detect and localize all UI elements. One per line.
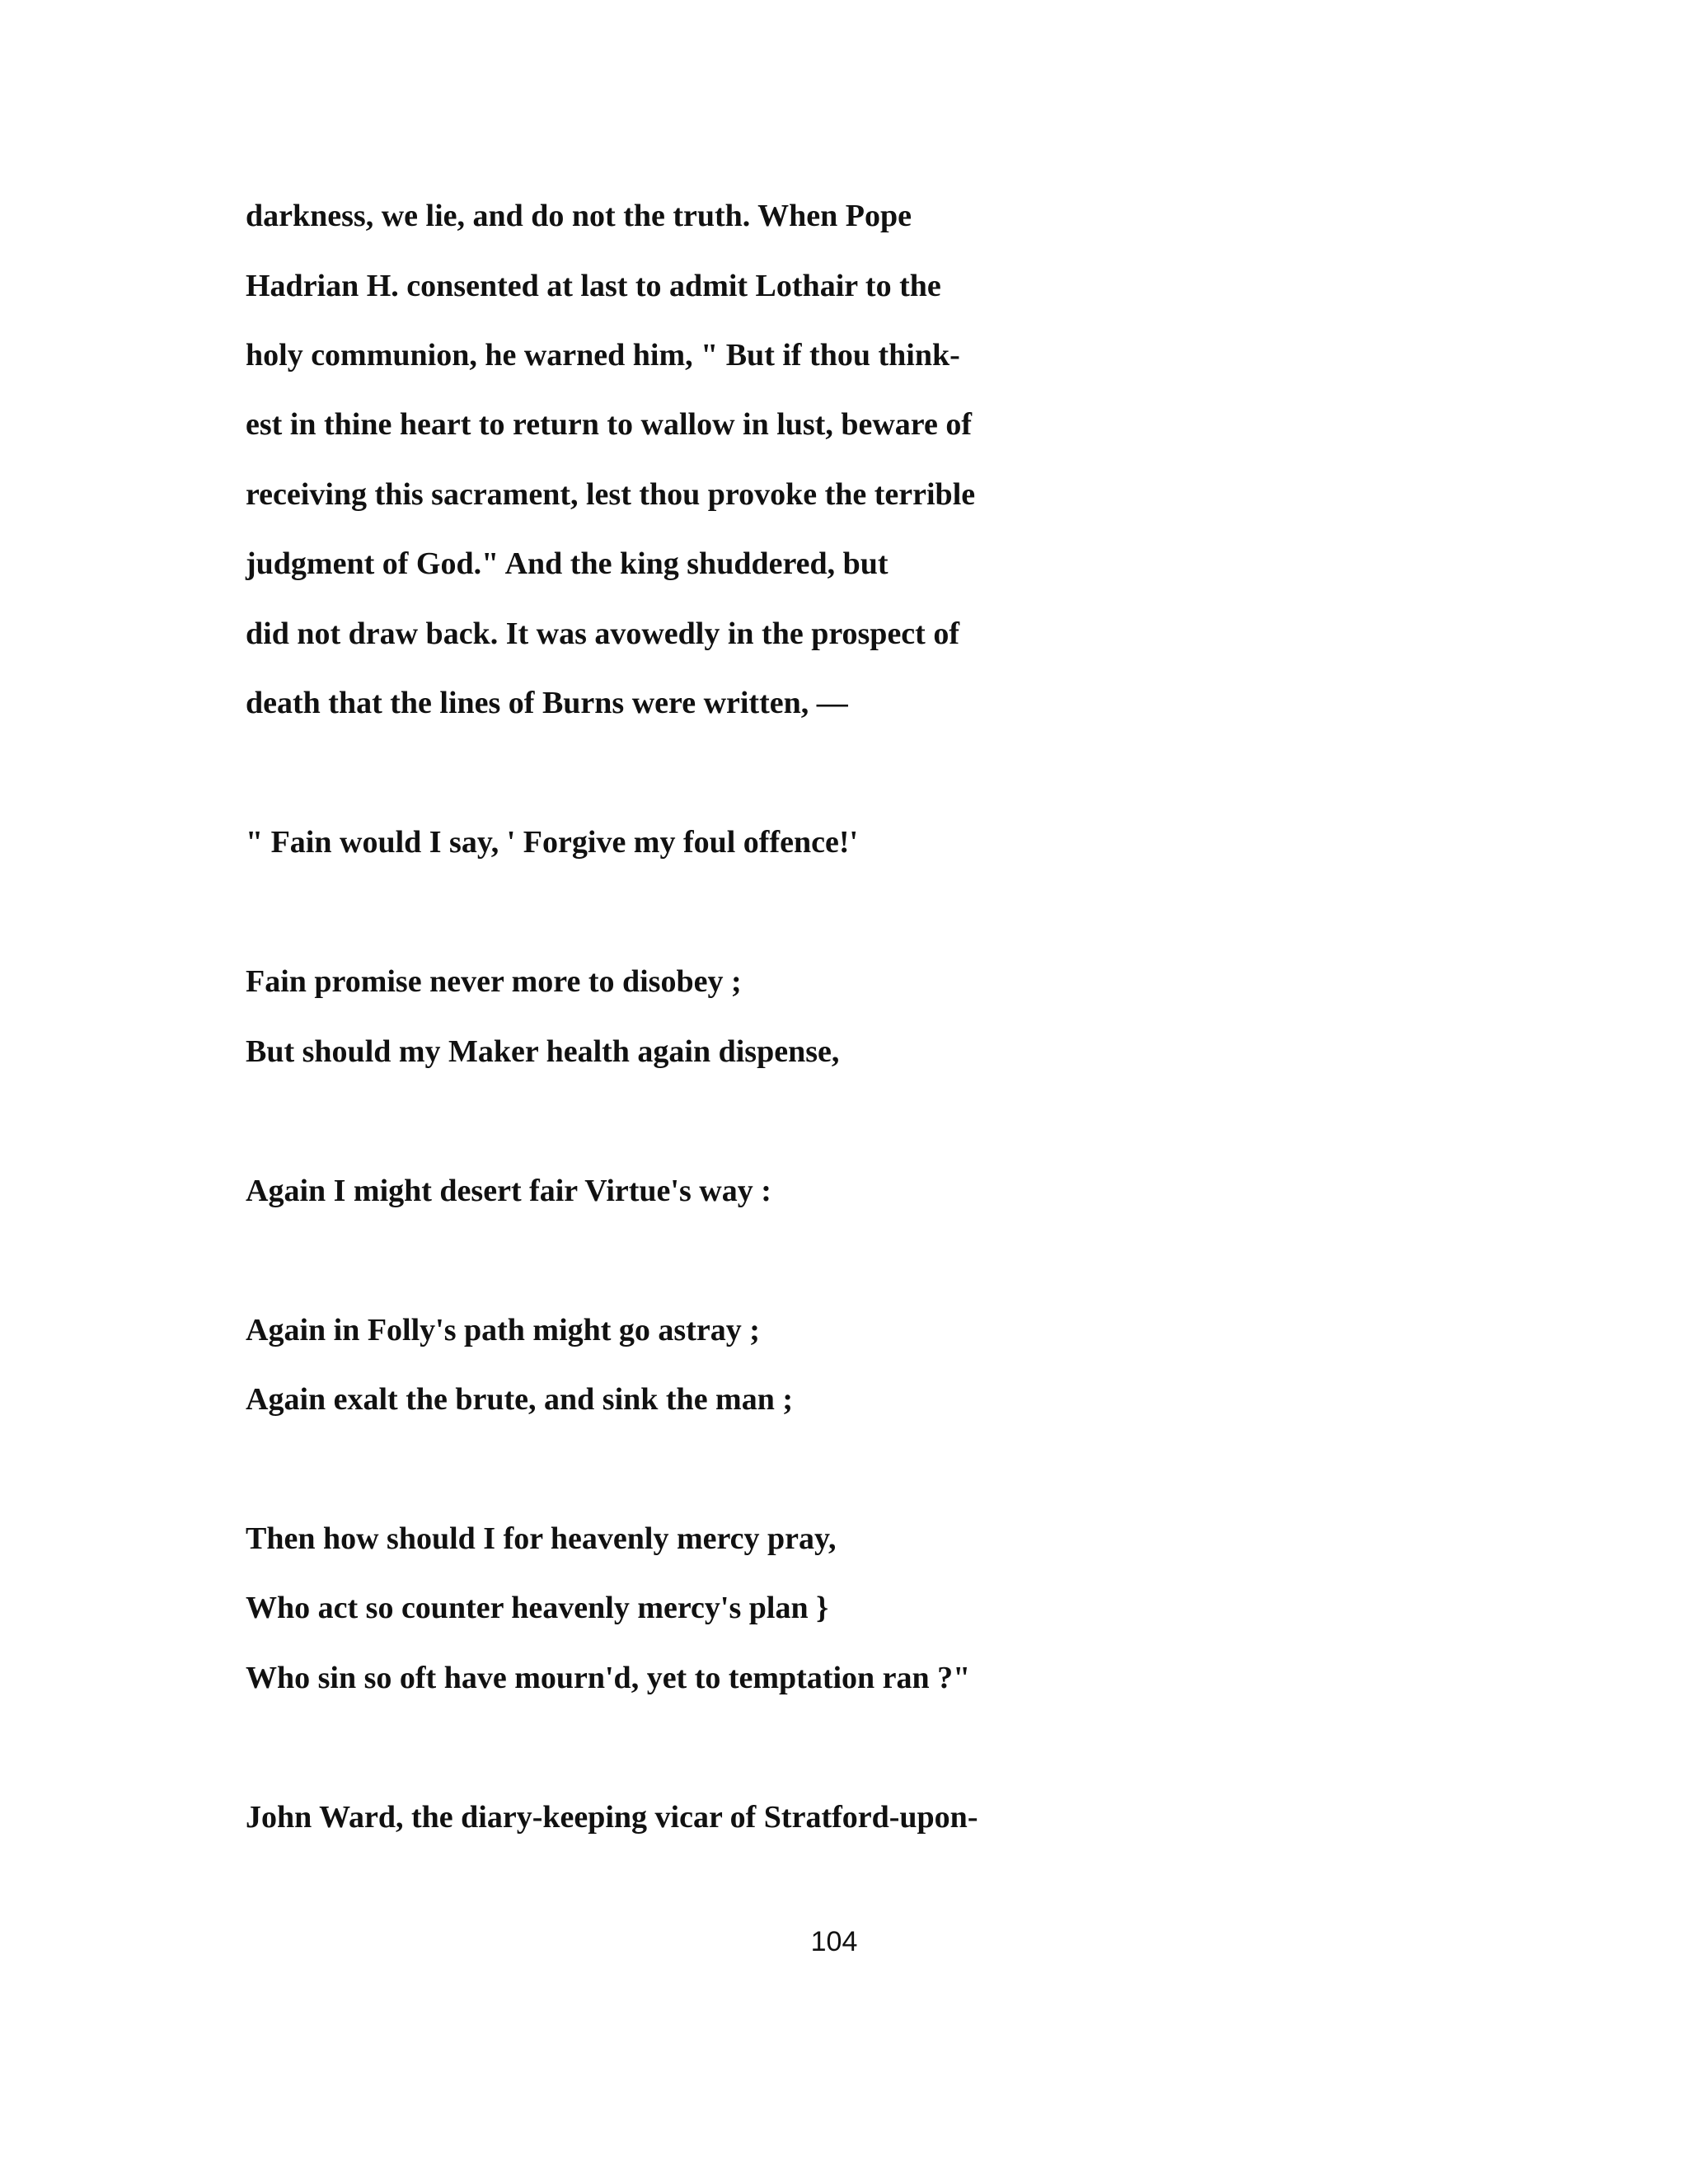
poem-line: Again in Folly's path might go astray ; — [246, 1313, 760, 1347]
poem-line: But should my Maker health again dispense, — [246, 1034, 840, 1069]
text-line: est in thine heart to return to wallow in lust, beware of — [246, 407, 972, 442]
poem-line: Again exalt the brute, and sink the man ; — [246, 1382, 793, 1417]
text-line: Hadrian H. consented at last to admit Lothair to the — [246, 269, 941, 303]
text-line: death that the lines of Burns were written, — — [246, 686, 848, 720]
poem-line: Again I might desert fair Virtue's way : — [246, 1174, 771, 1208]
text-line: receiving this sacrament, lest thou provoke the terrible — [246, 477, 976, 512]
poem-line: Fain promise never more to disobey ; — [246, 964, 742, 999]
text-line: darkness, we lie, and do not the truth. When Pope — [246, 199, 912, 233]
page-number: 104 — [810, 1926, 858, 1957]
text-line: holy communion, he warned him, " But if thou think- — [246, 338, 960, 373]
poem-line: Who sin so oft have mourn'd, yet to temptation ran ?" — [246, 1661, 971, 1695]
poem-line: " Fain would I say, ' Forgive my foul offence!' — [246, 825, 859, 860]
poem-line: Who act so counter heavenly mercy's plan } — [246, 1591, 829, 1625]
poem-line: Then how should I for heavenly mercy pray, — [246, 1521, 837, 1556]
text-line: judgment of God." And the king shuddered, but — [246, 546, 889, 581]
text-line: did not draw back. It was avowedly in the prospect of — [246, 616, 959, 651]
text-line: John Ward, the diary-keeping vicar of Stratford-upon- — [246, 1800, 978, 1835]
